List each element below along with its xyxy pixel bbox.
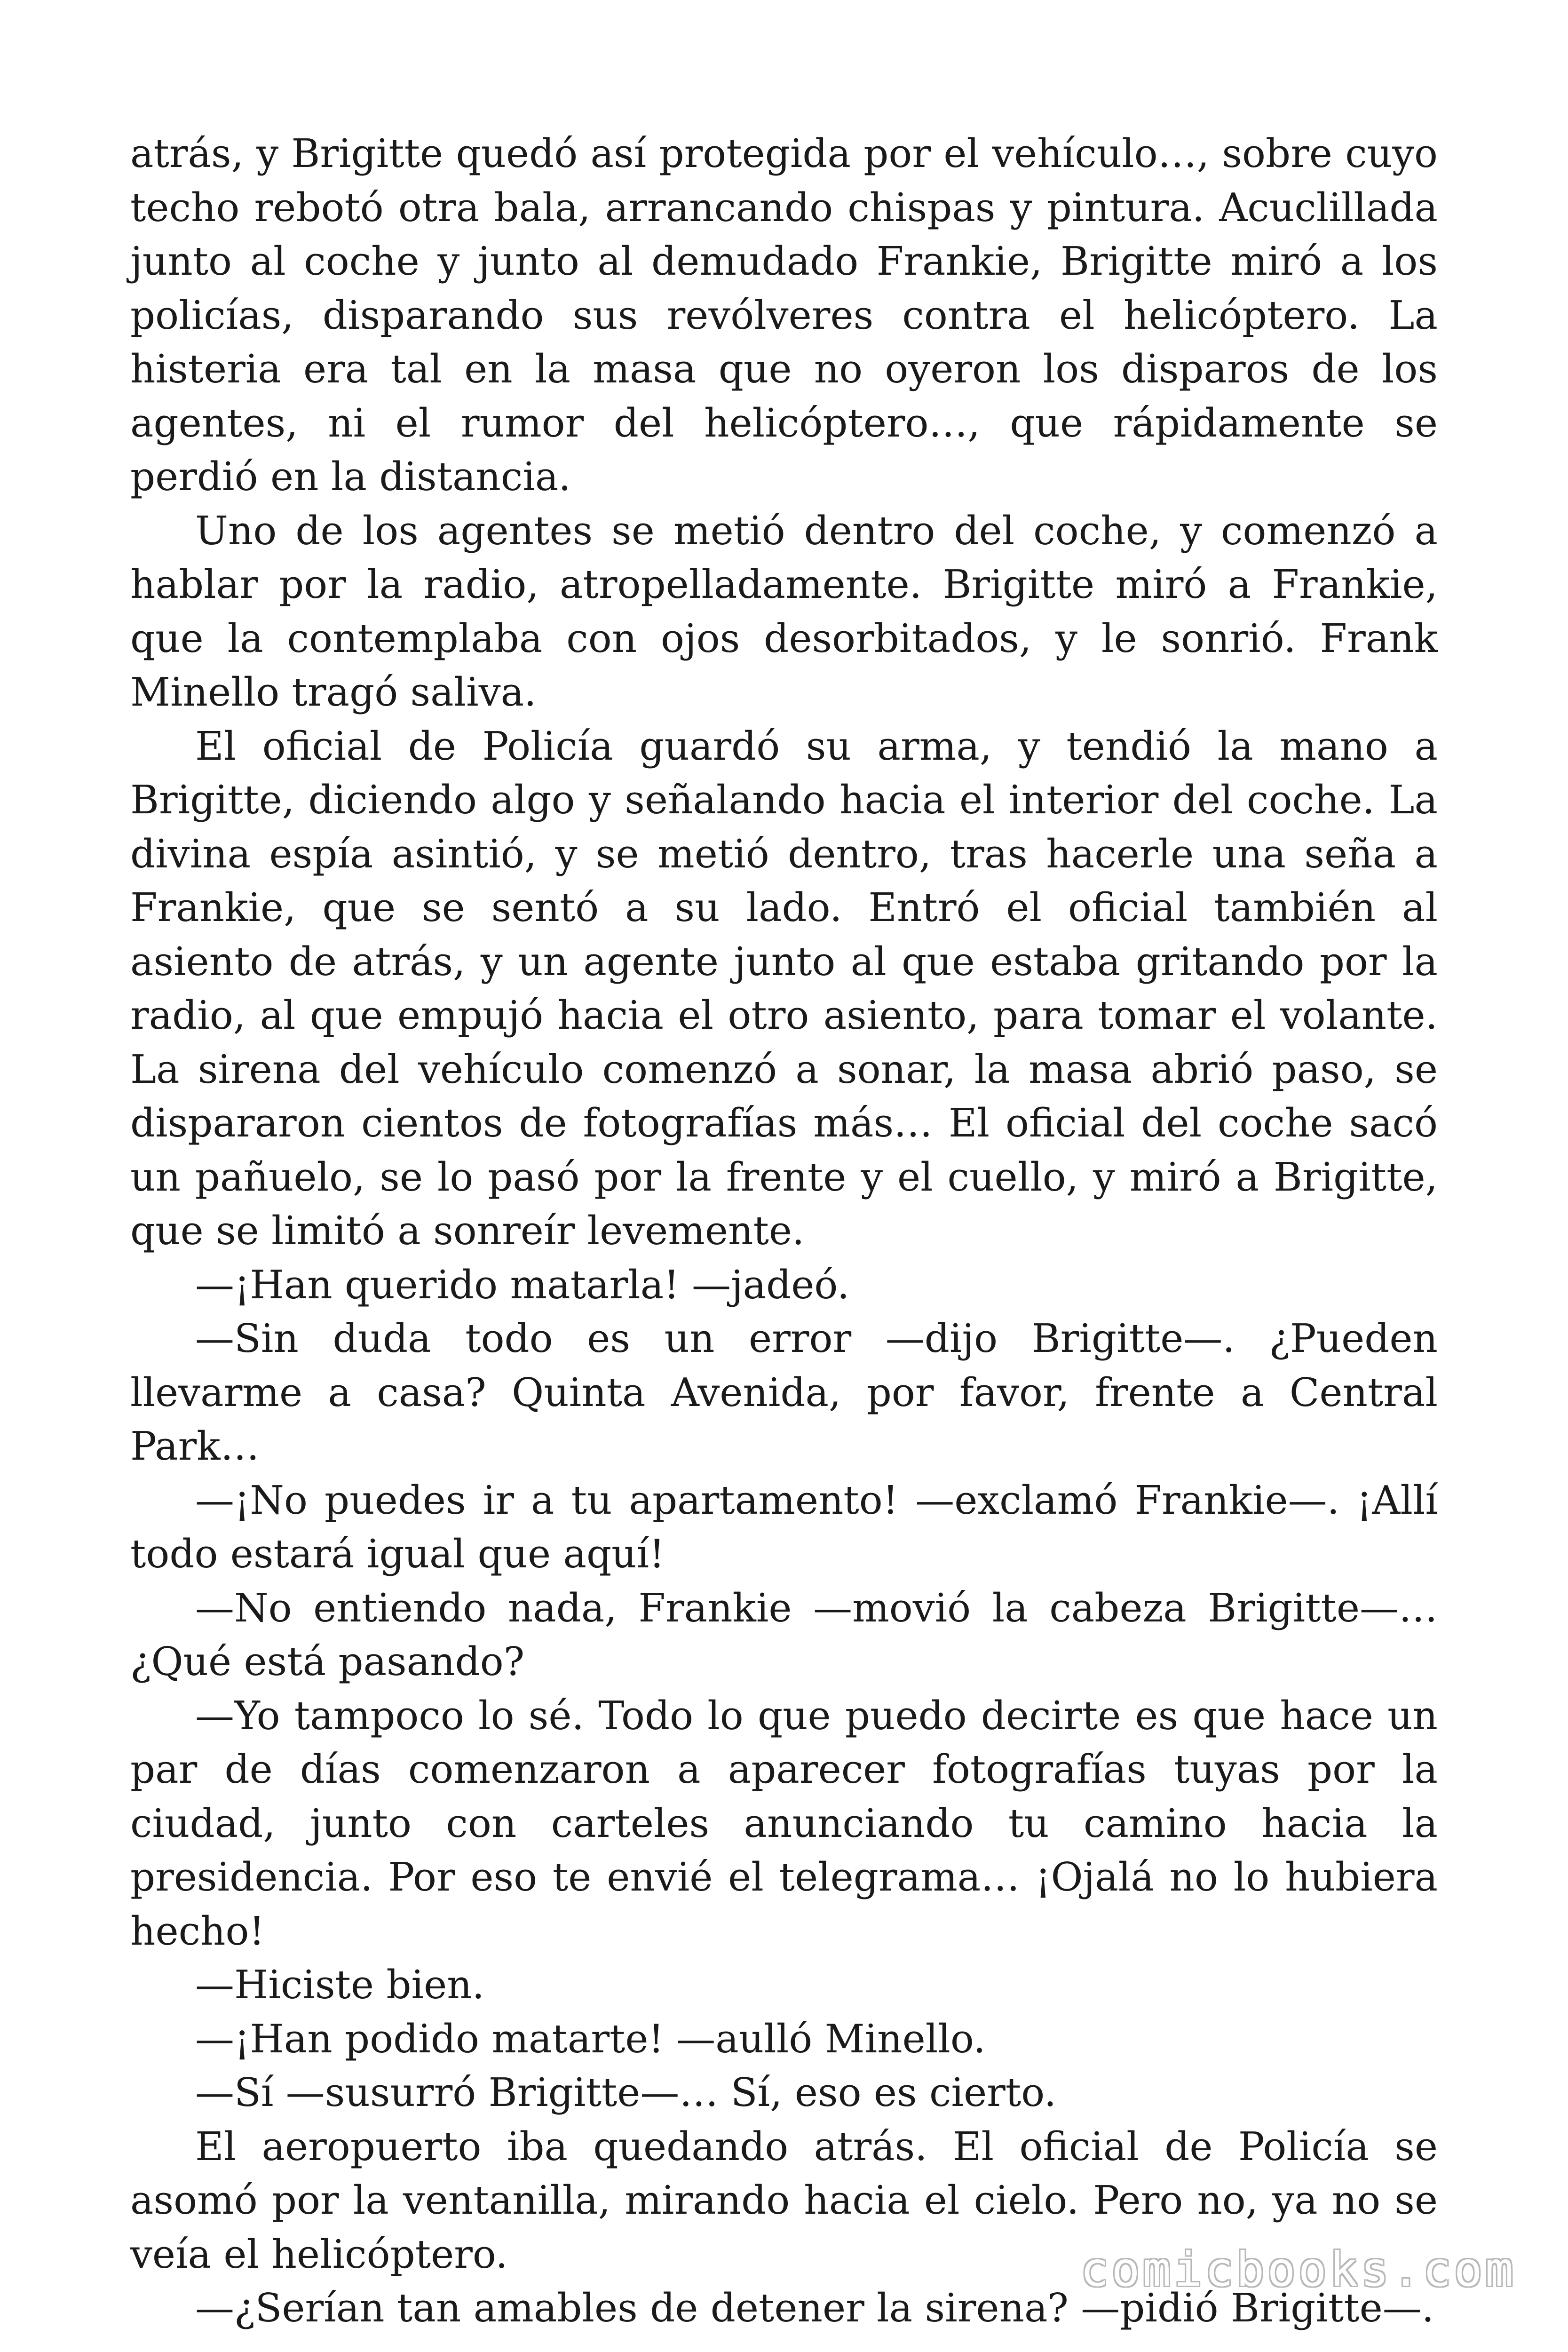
paragraph-5: —Sin duda todo es un error —dijo Brigitte—. ¿Pueden llevarme a casa? Quinta Avenida, por favor, frente a Central Park… [130, 1316, 1438, 1469]
paragraph-13: —¿Serían tan amables de detener la sirena? —pidió Brigitte—. [195, 2285, 1434, 2331]
watermark-logo: comicbooks.com [1080, 2242, 1516, 2297]
paragraph-11: —Sí —susurró Brigitte—… Sí, eso es cierto. [195, 2070, 1057, 2115]
paragraph-12: El aeropuerto iba quedando atrás. El oficial de Policía se asomó por la ventanilla, mirando hacia el cielo. Pero no, ya no se veía el helicóptero. [130, 2123, 1438, 2277]
paragraph-1: atrás, y Brigitte quedó así protegida por el vehículo…, sobre cuyo techo rebotó otra bala, arrancando chispas y pintura. Acuclillada junto al coche y junto al demudado Frankie, Brigitte miró a los policías, disparando sus revólveres contra el helicóptero. La histeria era tal en la masa que no oyeron los disparos de los agentes, ni el rumor del helicóptero…, que rápidamente se perdió en la distancia. [130, 131, 1438, 500]
paragraph-9: —Hiciste bien. [195, 1962, 485, 2008]
paragraph-2: Uno de los agentes se metió dentro del coche, y comenzó a hablar por la radio, atropelladamente. Brigitte miró a Frankie, que la contemplaba con ojos desorbitados, y le sonrió. Frank Minello tragó saliva. [130, 508, 1438, 715]
paragraph-6: —¡No puedes ir a tu apartamento! —exclamó Frankie—. ¡Allí todo estará igual que aquí! [130, 1477, 1438, 1577]
paragraph-10: —¡Han podido matarte! —aulló Minello. [195, 2016, 986, 2062]
paragraph-3: El oficial de Policía guardó su arma, y tendió la mano a Brigitte, diciendo algo y señalando hacia el interior del coche. La divina espía asintió, y se metió dentro, tras hacerle una seña a Frankie, que se sentó a su lado. Entró el oficial también al asiento de atrás, y un agente junto al que estaba gritando por la radio, al que empujó hacia el otro asiento, para tomar el volante. La sirena del vehículo comenzó a sonar, la masa abrió paso, se dispararon cientos de fotografías más… El oficial del coche sacó un pañuelo, se lo pasó por la frente y el cuello, y miró a Brigitte, que se limitó a sonreír levemente. [130, 723, 1438, 1254]
body-text [130, 127, 1438, 2336]
paragraph-7: —No entiendo nada, Frankie —movió la cabeza Brigitte—… ¿Qué está pasando? [130, 1585, 1438, 1685]
paragraph-4: —¡Han querido matarla! —jadeó. [195, 1262, 850, 1308]
paragraph-8: —Yo tampoco lo sé. Todo lo que puedo decirte es que hace un par de días comenzaron a aparecer fotografías tuyas por la ciudad, junto con carteles anunciando tu camino hacia la presidencia. Por eso te envié el telegrama… ¡Ojalá no lo hubiera hecho! [130, 1692, 1438, 1954]
